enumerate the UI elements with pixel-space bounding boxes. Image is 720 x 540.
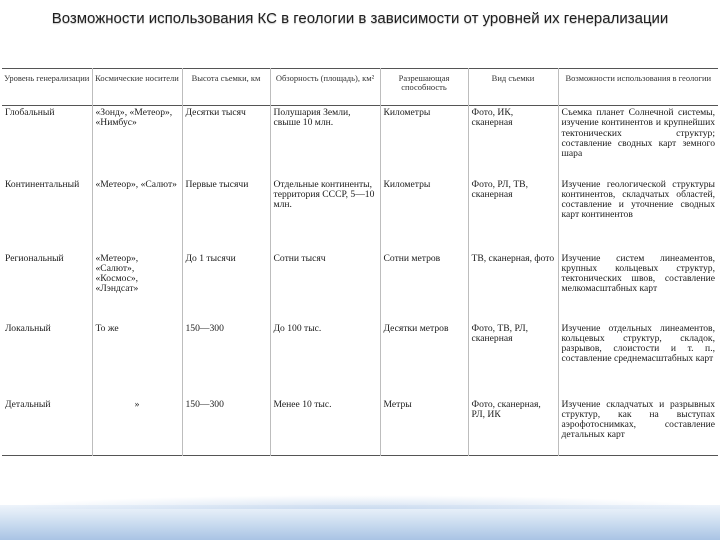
table-row	[2, 178, 718, 252]
cell-survey-type: ТВ, сканерная, фото	[468, 252, 558, 322]
header-level: Уровень генерализации	[4, 73, 90, 83]
table-row	[2, 398, 718, 456]
cell-coverage: Полушария Земли, свыше 10 млн.	[270, 106, 380, 178]
cell-level: Локальный	[5, 322, 51, 334]
table-row	[2, 322, 718, 398]
cell-applications: Изучение отдельных линеаментов, кольцевых структур, складок, разрывов, слоистости и т. п., составление среднемасштабных карт	[558, 322, 718, 398]
geology-table-container	[2, 68, 718, 458]
header-applications: Возможности использования в геологии	[558, 69, 718, 106]
cell-level: Континентальный	[5, 178, 80, 190]
cell-carriers: «Зонд», «Метеор», «Нимбус»	[92, 106, 182, 178]
header-coverage: Обзорность (площадь), км²	[270, 69, 380, 106]
table-row	[2, 106, 718, 178]
cell-applications: Изучение геологической структуры континентов, складчатых областей, составление и уточнение сводных карт континентов	[558, 178, 718, 252]
cell-carriers: «Метеор», «Салют»	[92, 178, 182, 252]
cell-survey-type: Фото, ТВ, РЛ, сканерная	[468, 322, 558, 398]
table-row	[2, 252, 718, 322]
header-resolution: Разрешающая способность	[380, 69, 468, 106]
cell-altitude: Десятки тысяч	[182, 106, 270, 178]
slide-title: Возможности использования КС в геологии в зависимости от уровней их генерализации	[51, 10, 669, 27]
cell-level: Глобальный	[5, 107, 55, 118]
cell-survey-type: Фото, ИК, сканерная	[468, 106, 558, 178]
header-carriers: Космические носители	[92, 69, 182, 106]
cell-level: Детальный	[5, 398, 51, 410]
cell-carriers: »	[92, 398, 182, 456]
cell-coverage: Менее 10 тыс.	[270, 398, 380, 456]
header-altitude: Высота съемки, км	[182, 69, 270, 106]
cell-resolution: Километры	[380, 178, 468, 252]
cell-level: Региональный	[5, 252, 64, 264]
cell-applications: Изучение складчатых и разрывных структур, как на выступах аэрофотоснимках, составление детальных карт	[558, 398, 718, 456]
cell-carriers: То же	[92, 322, 182, 398]
cell-altitude: Первые тысячи	[182, 178, 270, 252]
cell-survey-type: Фото, РЛ, ТВ, сканерная	[468, 178, 558, 252]
cell-applications: Изучение систем линеаментов, крупных кольцевых структур, тектонических швов, составление мелкомасштабных карт	[558, 252, 718, 322]
header-survey-type: Вид съемки	[468, 69, 558, 106]
cell-resolution: Сотни метров	[380, 252, 468, 322]
cell-resolution: Метры	[380, 398, 468, 456]
cell-resolution: Десятки метров	[380, 322, 468, 398]
geology-table	[2, 68, 718, 456]
cell-carriers: «Метеор», «Салют», «Космос», «Лэндсат»	[92, 252, 182, 322]
slide-footer-band	[0, 505, 720, 540]
cell-resolution: Километры	[380, 106, 468, 178]
cell-coverage: Сотни тысяч	[270, 252, 380, 322]
cell-altitude: До 1 тысячи	[182, 252, 270, 322]
cell-coverage: До 100 тыс.	[270, 322, 380, 398]
cell-altitude: 150—300	[182, 322, 270, 398]
table-header-row	[2, 69, 718, 106]
cell-applications: Съемка планет Солнечной системы, изучение континентов и крупнейших тектонических структур; составление сводных карт земного шара	[558, 106, 718, 178]
cell-survey-type: Фото, сканерная, РЛ, ИК	[468, 398, 558, 456]
cell-coverage: Отдельные континенты, территория СССР, 5—10 млн.	[270, 178, 380, 252]
cell-altitude: 150—300	[182, 398, 270, 456]
